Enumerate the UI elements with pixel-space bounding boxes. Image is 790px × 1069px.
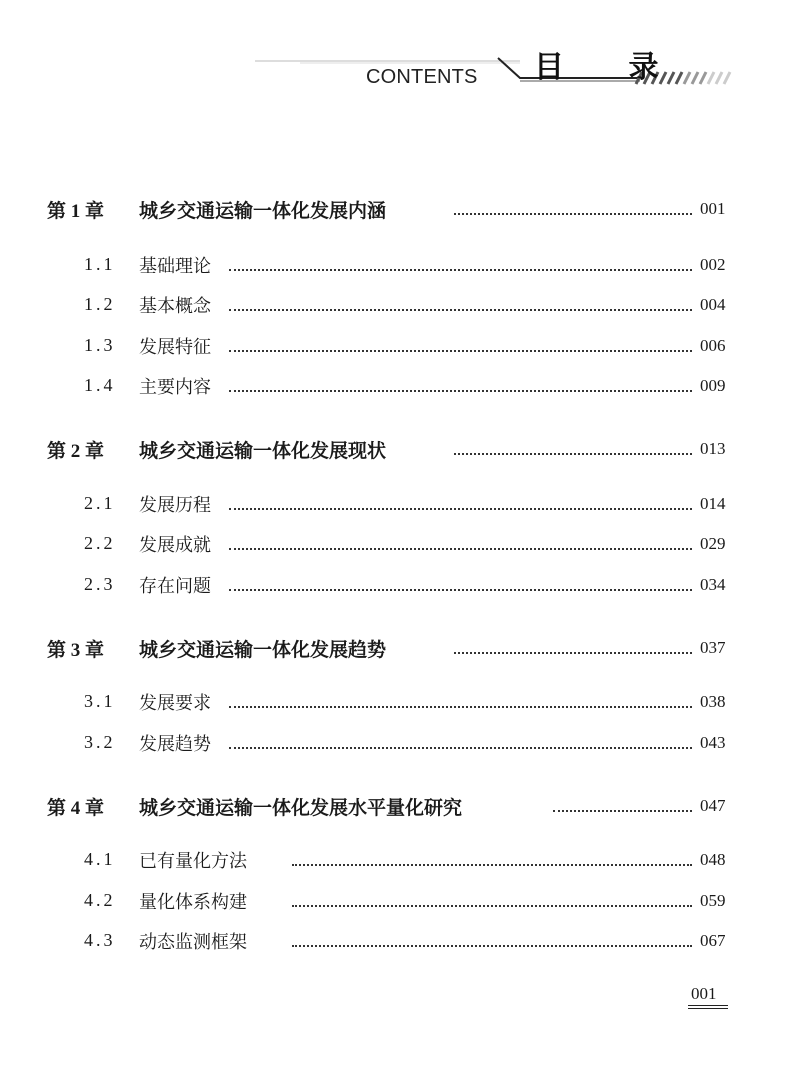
- section-number: 1.1: [84, 254, 116, 274]
- page-ref: 048: [700, 850, 726, 869]
- toc-section-entry[interactable]: [0, 730, 790, 760]
- toc-chapter-entry[interactable]: [0, 196, 790, 226]
- section-number: 4.2: [84, 890, 116, 910]
- section-number: 4.3: [84, 930, 116, 950]
- toc-section-entry[interactable]: [0, 888, 790, 918]
- page-footer: [688, 984, 732, 1014]
- page-ref: 029: [700, 534, 726, 553]
- toc-section-entry[interactable]: [0, 572, 790, 602]
- toc-section-entry[interactable]: [0, 491, 790, 521]
- page-ref: 037: [700, 638, 726, 657]
- dot-leader: [229, 269, 692, 271]
- section-title: 发展特征: [139, 337, 211, 358]
- page-number: 001: [691, 984, 717, 1003]
- footer-rule: [688, 1008, 728, 1009]
- dot-leader: [229, 350, 692, 352]
- section-number: 1.2: [84, 294, 116, 314]
- chapter-title: 城乡交通运输一体化发展水平量化研究: [139, 797, 463, 819]
- section-number: 2.2: [84, 533, 116, 553]
- chapter-title: 城乡交通运输一体化发展内涵: [139, 200, 387, 222]
- chapter-number: 第 4 章: [47, 798, 105, 819]
- section-number: 2.1: [84, 493, 116, 513]
- page-ref: 002: [700, 255, 726, 274]
- toc-chapter-entry[interactable]: [0, 436, 790, 466]
- toc-chapter-entry[interactable]: [0, 635, 790, 665]
- page-ref: 013: [700, 439, 726, 458]
- dot-leader: [229, 548, 692, 550]
- toc-section-entry[interactable]: [0, 373, 790, 403]
- page-ref: 014: [700, 494, 726, 513]
- toc-section-entry[interactable]: [0, 333, 790, 363]
- footer-rule: [688, 1005, 728, 1006]
- section-number: 4.1: [84, 849, 116, 869]
- toc-header: [0, 0, 790, 110]
- chapter-number: 第 1 章: [47, 201, 105, 222]
- page-ref: 009: [700, 376, 726, 395]
- page-ref: 059: [700, 891, 726, 910]
- section-number: 1.3: [84, 335, 116, 355]
- page-ref: 001: [700, 199, 726, 218]
- page-ref: 004: [700, 295, 726, 314]
- page-ref: 006: [700, 336, 726, 355]
- section-title: 发展要求: [139, 693, 211, 714]
- chapter-number: 第 2 章: [47, 441, 105, 462]
- chapter-number: 第 3 章: [47, 640, 105, 661]
- dot-leader: [553, 810, 692, 812]
- toc-section-entry[interactable]: [0, 689, 790, 719]
- dot-leader: [454, 213, 692, 215]
- dot-leader: [292, 864, 692, 866]
- toc-section-entry[interactable]: [0, 292, 790, 322]
- section-number: 1.4: [84, 375, 116, 395]
- toc-section-entry[interactable]: [0, 847, 790, 877]
- section-number: 2.3: [84, 574, 116, 594]
- dot-leader: [229, 390, 692, 392]
- section-title: 发展历程: [139, 495, 211, 516]
- dot-leader: [454, 652, 692, 654]
- dot-leader: [454, 453, 692, 455]
- section-title: 主要内容: [139, 377, 211, 398]
- section-number: 3.1: [84, 691, 116, 711]
- toc-section-entry[interactable]: [0, 928, 790, 958]
- chapter-title: 城乡交通运输一体化发展趋势: [139, 639, 387, 661]
- section-title: 动态监测框架: [139, 932, 247, 953]
- page-ref: 038: [700, 692, 726, 711]
- toc-section-entry[interactable]: [0, 252, 790, 282]
- section-title: 发展成就: [139, 535, 211, 556]
- dot-leader: [292, 945, 692, 947]
- page-ref: 067: [700, 931, 726, 950]
- toc-title-chinese: 目 录: [534, 50, 686, 85]
- dot-leader: [229, 589, 692, 591]
- section-title: 基础理论: [139, 256, 211, 277]
- section-title: 存在问题: [139, 576, 211, 597]
- dot-leader: [229, 309, 692, 311]
- section-title: 已有量化方法: [139, 851, 247, 872]
- toc-title-english: CONTENTS: [366, 66, 478, 88]
- dot-leader: [229, 508, 692, 510]
- section-title: 发展趋势: [139, 734, 211, 755]
- toc-chapter-entry[interactable]: [0, 793, 790, 823]
- dot-leader: [292, 905, 692, 907]
- page-ref: 034: [700, 575, 726, 594]
- section-title: 基本概念: [139, 296, 211, 317]
- page-ref: 047: [700, 796, 726, 815]
- chapter-title: 城乡交通运输一体化发展现状: [139, 440, 387, 462]
- dot-leader: [229, 706, 692, 708]
- section-title: 量化体系构建: [139, 892, 247, 913]
- toc-section-entry[interactable]: [0, 531, 790, 561]
- dot-leader: [229, 747, 692, 749]
- page-ref: 043: [700, 733, 726, 752]
- section-number: 3.2: [84, 732, 116, 752]
